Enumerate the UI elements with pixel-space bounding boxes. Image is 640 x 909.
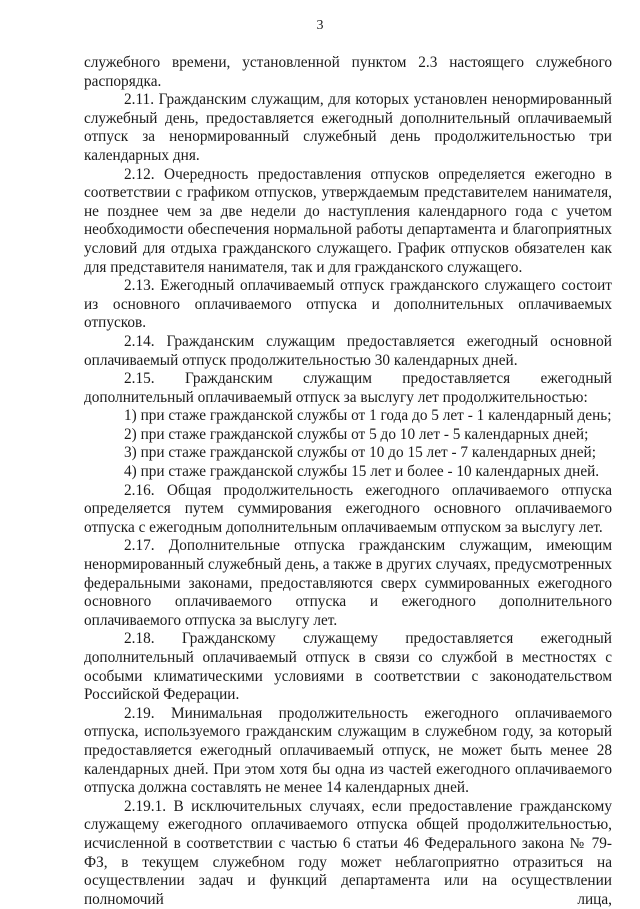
paragraph-2-17: 2.17. Дополнительные отпуска гражданским служащим, имеющим ненормированный служебный день, а также в других случаях, предусмотренных федеральными законами, предоставляются сверх суммированных ежегодного основного оплачиваемого отпуска и ежегодного дополнительного оплачиваемого отпуска за выслугу лет. bbox=[84, 537, 612, 629]
list-item: 2) при стаже гражданской службы от 5 до 10 лет - 5 календарных дней; bbox=[124, 425, 589, 443]
page-number: 3 bbox=[316, 18, 324, 33]
paragraph-2-18: 2.18. Гражданскому служащему предоставляется ежегодный дополнительный оплачиваемый отпуск в связи со службой в местностях с особыми климатическими условиями в соответствии с законодательством Российской Федерации. bbox=[84, 630, 612, 704]
list-item: 3) при стаже гражданской службы от 10 до 15 лет - 7 календарных дней; bbox=[124, 444, 596, 462]
paragraph-2-13: 2.13. Ежегодный оплачиваемый отпуск гражданского служащего состоит из основного оплачиваемого отпуска и дополнительных оплачиваемых отпусков. bbox=[84, 277, 612, 332]
paragraph-2-16: 2.16. Общая продолжительность ежегодного оплачиваемого отпуска определяется путем суммирования ежегодного основного оплачиваемого отпуска с ежегодным дополнительным оплачиваемым отпуском за выслугу лет. bbox=[84, 481, 612, 536]
list-item: 4) при стаже гражданской службы 15 лет и более - 10 календарных дней. bbox=[124, 463, 600, 481]
paragraph-2-11: 2.11. Гражданским служащим, для которых установлен ненормированный служебный день, предоставляется ежегодный дополнительный оплачиваемый отпуск за ненормированный служебный день продолжительностью три календарных дня. bbox=[84, 91, 612, 164]
paragraph-2-19: 2.19. Минимальная продолжительность ежегодного оплачиваемого отпуска, используемого гражданским служащим в служебном году, за который предоставляется ежегодный оплачиваемый отпуск, не может быть менее 28 календарных дней. При этом хотя бы одна из частей ежегодного оплачиваемого отпуска должна составлять не менее 14 календарных дней. bbox=[84, 704, 612, 797]
paragraph-2-15: 2.15. Гражданским служащим предоставляется ежегодный дополнительный оплачиваемый отпуск за выслугу лет продолжительностью: bbox=[84, 370, 612, 406]
document-body bbox=[84, 54, 612, 909]
paragraph-2-12: 2.12. Очередность предоставления отпусков определяется ежегодно в соответствии с графиком отпусков, утверждаемым представителем нанимателя, не позднее чем за две недели до наступления календарного года с учетом необходимости обеспечения нормальной работы департамента и благоприятных условий для отдыха гражданского служащего. График отпусков обязателен как для представителя нанимателя, так и для гражданского служащего. bbox=[84, 165, 612, 276]
list-item: 1) при стаже гражданской службы от 1 года до 5 лет - 1 календарный день; bbox=[124, 407, 612, 425]
paragraph-continuation: служебного времени, установленной пунктом 2.3 настоящего служебного распорядка. bbox=[84, 54, 612, 90]
paragraph-2-14: 2.14. Гражданским служащим предоставляется ежегодный основной оплачиваемый отпуск продолжительностью 30 календарных дней. bbox=[84, 332, 612, 369]
paragraph-2-19-1: 2.19.1. В исключительных случаях, если предоставление гражданскому служащему ежегодного оплачиваемого отпуска общей продолжительностью, исчисленной в соответствии с частью 6 статьи 46 Федерального закона № 79-ФЗ, в текущем служебном году может неблагоприятно отразиться на осуществлении задач и функций департамента или на осуществлении полномочий лица, bbox=[84, 797, 612, 908]
